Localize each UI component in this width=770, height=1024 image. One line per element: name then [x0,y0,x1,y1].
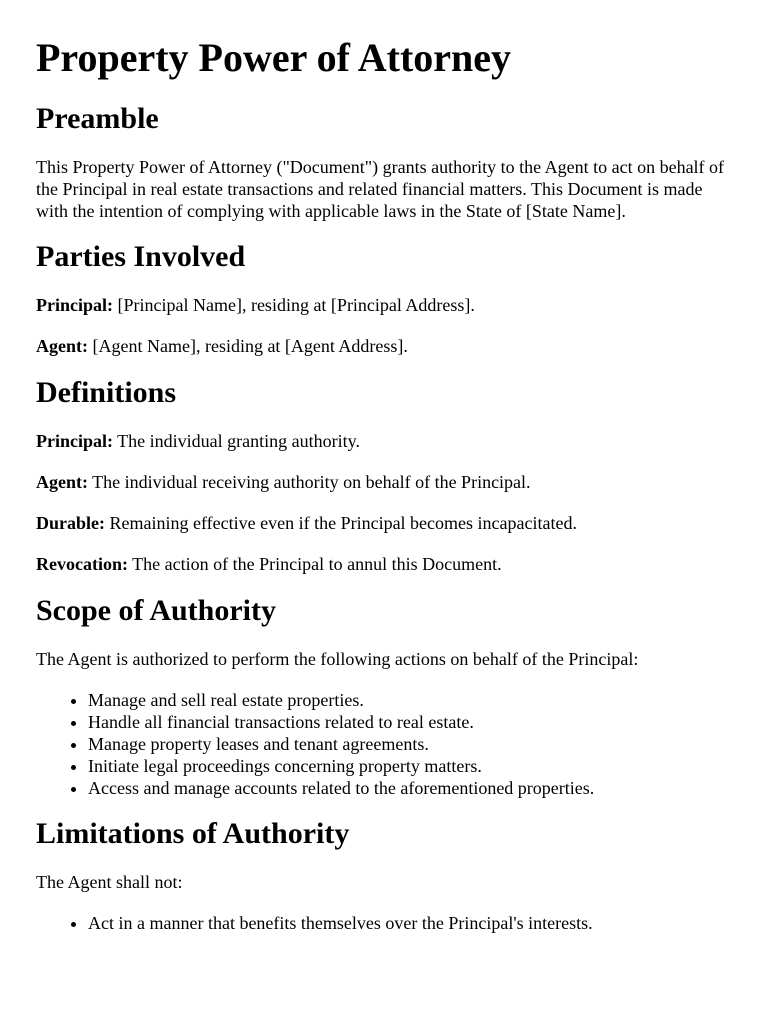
definition-item [36,430,736,452]
party-agent-text: [Agent Name], residing at [Agent Address]. [88,336,408,356]
preamble-heading: Preamble [36,102,159,135]
definition-text: The individual granting authority. [113,431,360,451]
list-item: • Access and manage accounts related to the aforementioned properties. [88,777,736,799]
definition-item [36,512,736,534]
list-item: • Handle all financial transactions related to real estate. [88,711,736,733]
definition-text: Remaining effective even if the Principal becomes incapacitated. [105,513,577,533]
definition-item [36,553,736,575]
list-item: • Manage and sell real estate properties. [88,689,736,711]
limitations-intro: The Agent shall not: [36,872,183,892]
definitions-heading: Definitions [36,376,177,409]
party-agent-label: Agent: [36,336,88,356]
scope-heading: Scope of Authority [36,594,276,627]
definition-item [36,471,736,493]
scope-list [36,689,736,799]
document-page [36,0,736,934]
list-item: • Initiate legal proceedings concerning property matters. [88,755,736,777]
definition-term: Revocation: [36,554,128,574]
definition-term: Durable: [36,513,105,533]
definition-term: Agent: [36,472,88,492]
limitations-list [36,912,736,934]
document-title: Property Power of Attorney [36,35,512,80]
definition-term: Principal: [36,431,113,451]
list-item: • Manage property leases and tenant agreements. [88,733,736,755]
party-principal [36,294,736,316]
preamble-text: This Property Power of Attorney ("Document") grants authority to the Agent to act on behalf of the Principal in real estate transactions and related financial matters. This Document is made with the intention of complying with applicable laws in the State of [State Name]. [36,157,725,221]
definition-text: The action of the Principal to annul this Document. [127,554,502,574]
limitations-heading: Limitations of Authority [36,817,350,850]
parties-heading: Parties Involved [36,240,246,273]
party-principal-label: Principal: [36,295,113,315]
party-principal-text: [Principal Name], residing at [Principal Address]. [113,295,475,315]
party-agent [36,335,736,357]
definition-text: The individual receiving authority on behalf of the Principal. [88,472,531,492]
list-item: • Act in a manner that benefits themselves over the Principal's interests. [88,912,736,934]
scope-intro: The Agent is authorized to perform the following actions on behalf of the Principal: [36,649,639,669]
